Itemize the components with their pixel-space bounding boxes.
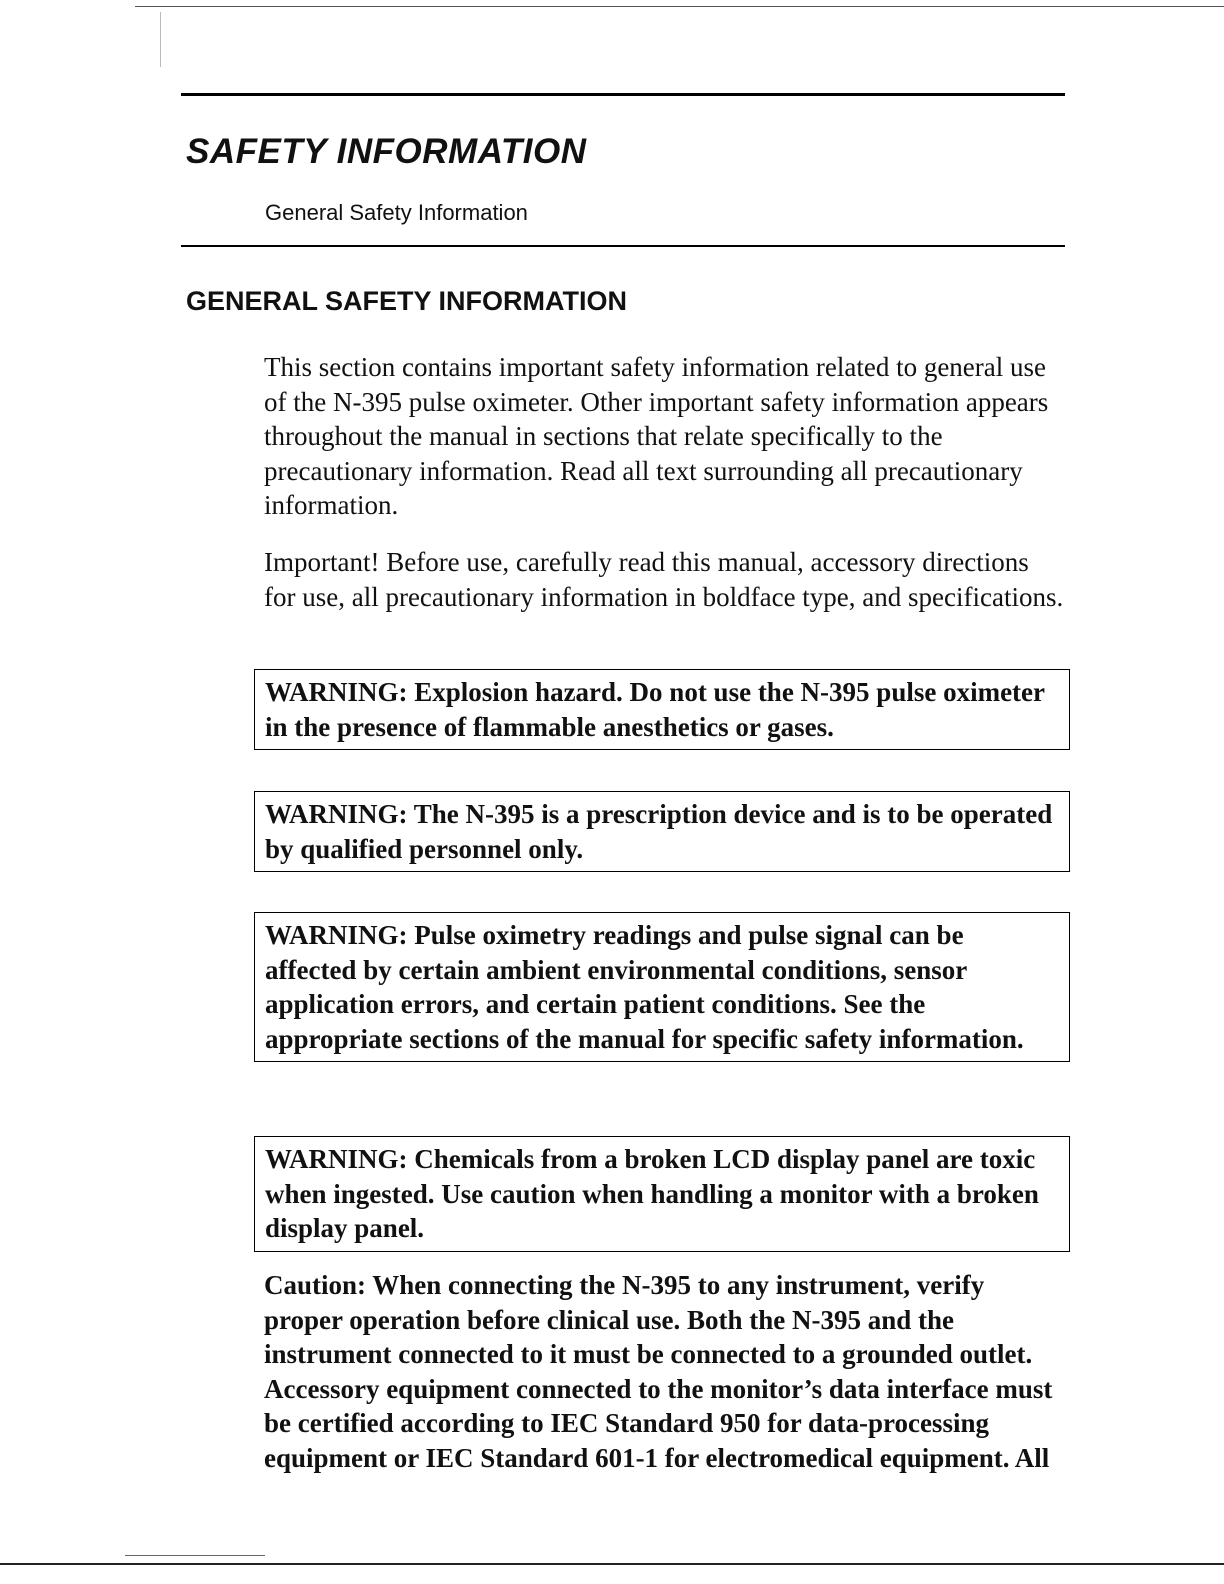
warning-box-readings: WARNING: Pulse oximetry readings and pulse signal can be affected by certain ambient environmental conditions, sensor application errors, and certain patient conditions. See the appropriate sections of the manual for specific safety information. xyxy=(254,912,1070,1062)
important-paragraph: Important! Before use, carefully read this manual, accessory directions for use, all precautionary information in boldface type, and specifications. xyxy=(264,547,1064,612)
intro-paragraph: This section contains important safety information related to general use of the N-395 pulse oximeter. Other important safety information appears throughout the manual in sections that relate specifically to the precautionary information. Read all text surrounding all precautionary information. xyxy=(264,352,1049,520)
caution-paragraph: Caution: When connecting the N-395 to any instrument, verify proper operation before clinical use. Both the N-395 and the instrument connected to it must be connected to a grounded outlet. Accessory equipment connected to the monitor’s data interface must be certified according to IEC Standard 950 for data-processing equipment or IEC Standard 601-1 for electromedical equipment. All xyxy=(264,1270,1053,1473)
chapter-subtitle: General Safety Information xyxy=(265,200,528,225)
section-heading: GENERAL SAFETY INFORMATION xyxy=(186,286,628,316)
header-rule-bottom xyxy=(181,245,1065,247)
scan-edge-top xyxy=(135,6,1224,7)
header-rule-top xyxy=(181,93,1065,96)
warning-box-explosion: WARNING: Explosion hazard. Do not use the N-395 pulse oximeter in the presence of flammable anesthetics or gases. xyxy=(254,669,1070,750)
scan-mark xyxy=(160,12,161,67)
warning-box-prescription: WARNING: The N-395 is a prescription device and is to be operated by qualified personnel only. xyxy=(254,791,1070,872)
warning-box-lcd: WARNING: Chemicals from a broken LCD display panel are toxic when ingested. Use caution when handling a monitor with a broken display panel. xyxy=(254,1136,1070,1252)
chapter-title: SAFETY INFORMATION xyxy=(186,132,587,171)
scan-edge-mark xyxy=(125,1555,265,1556)
scan-edge-bottom xyxy=(0,1563,1224,1565)
